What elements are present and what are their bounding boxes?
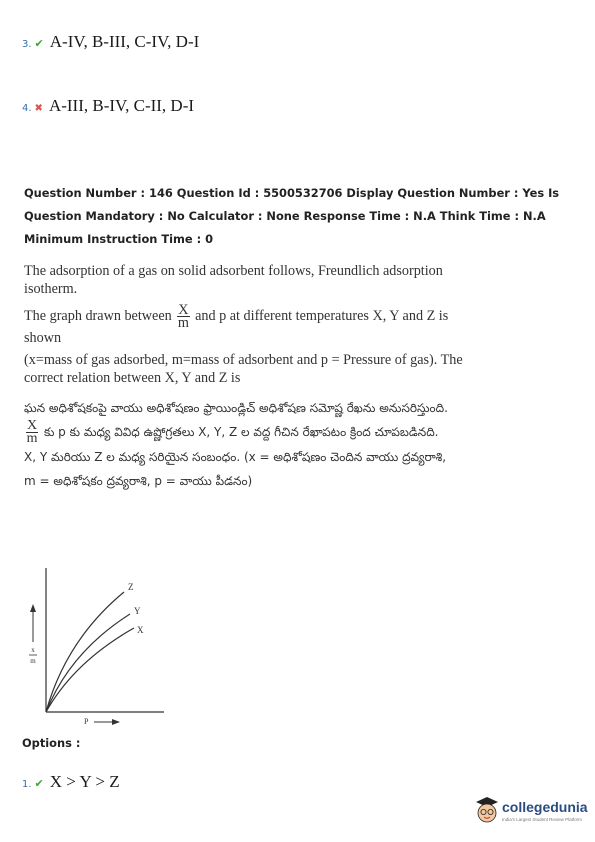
check-icon: ✔ <box>34 778 44 790</box>
label-x: X <box>137 625 144 635</box>
option-text: X > Y > Z <box>49 772 120 791</box>
fraction-x-over-m <box>177 304 189 329</box>
fraction-denominator: m <box>26 431 38 446</box>
option-4[interactable] <box>22 96 194 116</box>
label-y: Y <box>134 606 141 616</box>
telugu-fraction <box>26 420 38 445</box>
y-label-den: m <box>30 657 36 665</box>
telugu-line-3: X, Y మరియు Z ల మధ్య సరియైన సంబంధం. (x = అధిశోషణం చెందిన వాయు ద్రవ్యరాశి, <box>24 450 447 464</box>
option-text: A-IV, B-III, C-IV, D-I <box>49 32 200 51</box>
isotherm-graph <box>24 560 174 730</box>
option-number: 3. <box>22 39 32 50</box>
fraction-numerator: X <box>178 302 189 318</box>
option-1[interactable] <box>22 772 120 792</box>
english-line-2 <box>24 304 464 347</box>
x-label: P <box>84 717 89 726</box>
question-meta: Question Number : 146 Question Id : 5500532706 Display Question Number : Yes Is Question Mandatory : No Calculator : None Response Time : N.A Think Time : N.A Minimum Instruction Time : 0 <box>24 186 560 246</box>
check-icon: ✔ <box>34 38 44 50</box>
label-z: Z <box>128 582 134 592</box>
question-text-telugu <box>24 396 464 493</box>
english-line-3: (x=mass of gas adsorbed, m=mass of adsorbent and p = Pressure of gas). The correct relation between X, Y and Z is <box>24 352 463 386</box>
telugu-line-2-text: కు p కు మధ్య వివిధ ఉష్ణోగ్రతలు X, Y, Z ల వద్ద గీచిన రేఖాపటం క్రింద చూపబడినది. <box>43 425 439 439</box>
telugu-line-2 <box>24 420 464 445</box>
cross-icon: ✖ <box>34 103 43 114</box>
logo-word: collegedunia <box>502 799 588 815</box>
mascot-icon <box>474 795 500 825</box>
option-number: 1. <box>22 779 32 790</box>
english-line-2-before: The graph drawn between <box>24 307 172 324</box>
telugu-line-1: ఘన అధిశోషకంపై వాయు అధిశోషణం ఫ్రాయిండ్లిచ్ అధిశోషణ సమోష్ణ రేఖను అనుసరిస్తుంది. <box>24 401 448 415</box>
english-line-1: The adsorption of a gas on solid adsorbent follows, Freundlich adsorption isotherm. <box>24 263 443 297</box>
fraction-denominator: m <box>177 315 189 331</box>
y-arrow-head <box>30 604 36 612</box>
telugu-line-4: m = అధిశోషకం ద్రవ్యరాశి, p = వాయు పీడనం) <box>24 474 253 488</box>
x-arrow-head <box>112 719 120 725</box>
option-text: A-III, B-IV, C-II, D-I <box>48 96 195 115</box>
y-label-num: x <box>31 646 35 654</box>
logo-tagline: India's Largest Student Review Platform <box>502 817 582 822</box>
english-line-2-after: and p at different temperatures X, Y and Z is shown <box>24 307 449 346</box>
question-text-english <box>24 262 464 387</box>
curve-x <box>46 628 134 712</box>
collegedunia-logo[interactable] <box>474 795 586 829</box>
option-3[interactable] <box>22 32 199 52</box>
option-number: 4. <box>22 103 32 114</box>
fraction-numerator: X <box>27 418 38 433</box>
options-label: Options : <box>22 736 81 750</box>
